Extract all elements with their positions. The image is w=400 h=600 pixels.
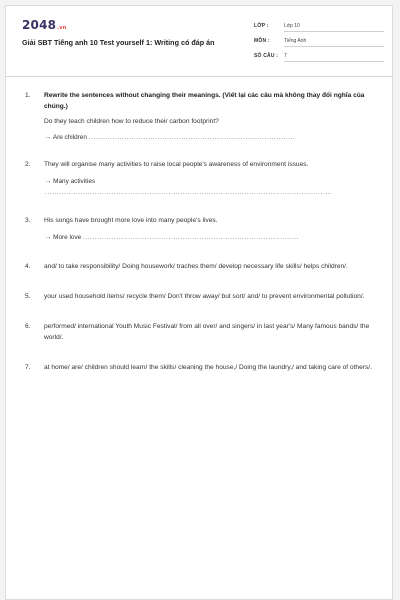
meta-row-count: [254, 50, 384, 65]
question-sentence: Do they teach children how to reduce their carbon footprint?: [44, 118, 219, 125]
question-4: [22, 261, 376, 272]
answer-prompt: → Many activities: [45, 178, 96, 185]
answer-line[interactable]: [44, 132, 376, 143]
meta-row-subject: [254, 35, 384, 50]
answer-line[interactable]: [44, 176, 376, 198]
question-3: [22, 215, 376, 243]
answer-blank[interactable]: ...........................................................................................: [83, 234, 300, 241]
answer-blank[interactable]: .........................................................................................................................: [45, 189, 333, 196]
meta-value: Lớp 10: [284, 23, 384, 32]
question-list: [22, 90, 376, 373]
question-number: 1.: [25, 92, 31, 99]
meta-label: LỚP :: [254, 23, 269, 29]
meta-label: MÔN :: [254, 38, 270, 44]
site-logo[interactable]: [22, 18, 67, 32]
question-6: [22, 321, 376, 343]
meta-label: SỐ CÂU :: [254, 53, 279, 59]
answer-prompt: → Are children: [45, 134, 89, 141]
question-7: [22, 362, 376, 373]
question-number: 5.: [25, 293, 31, 300]
question-5: [22, 291, 376, 302]
question-text: They will organise many activities to raise local people's awareness of environment issues.: [44, 161, 309, 168]
question-number: 4.: [25, 263, 31, 270]
answer-prompt: → More love: [45, 234, 84, 241]
page-title: Giải SBT Tiếng anh 10 Test yourself 1: Writing có đáp án: [22, 38, 215, 47]
answer-line[interactable]: [44, 232, 376, 243]
meta-info: [254, 20, 384, 65]
question-2: [22, 159, 376, 198]
question-text: at home/ are/ children should learn/ the skills/ cleaning the house,/ Doing the laundry,/ and taking care of others/.: [44, 364, 372, 371]
question-number: 7.: [25, 364, 31, 371]
logo-main: 2048: [22, 18, 57, 32]
question-number: 3.: [25, 217, 31, 224]
meta-value: 7: [284, 53, 384, 62]
question-text: your used household items/ recycle them/ Don't throw away/ but sort/ and/ to prevent environmental pollution/.: [44, 293, 365, 300]
question-number: 6.: [25, 323, 31, 330]
page-header: [6, 6, 392, 77]
question-number: 2.: [25, 161, 31, 168]
question-1: [22, 90, 376, 143]
question-instruction: Rewrite the sentences without changing their meanings. (Viết lại các câu mà không thay đổi nghĩa của chúng.): [44, 92, 365, 110]
question-text: and/ to take responsibility/ Doing housework/ traches them/ develop necessary life skills/ helps children/.: [44, 263, 348, 270]
answer-blank[interactable]: .......................................................................................: [88, 134, 296, 141]
question-text: His songs have brought more love into many people's lives.: [44, 217, 218, 224]
meta-value: Tiếng Anh: [284, 38, 384, 47]
meta-row-class: [254, 20, 384, 35]
worksheet-page: [5, 5, 393, 600]
question-text: performed/ international Youth Music Festival/ from all over/ and singers/ in last year's/ Many famous bands/ the world/.: [44, 323, 370, 341]
logo-sub: .vn: [57, 25, 67, 31]
